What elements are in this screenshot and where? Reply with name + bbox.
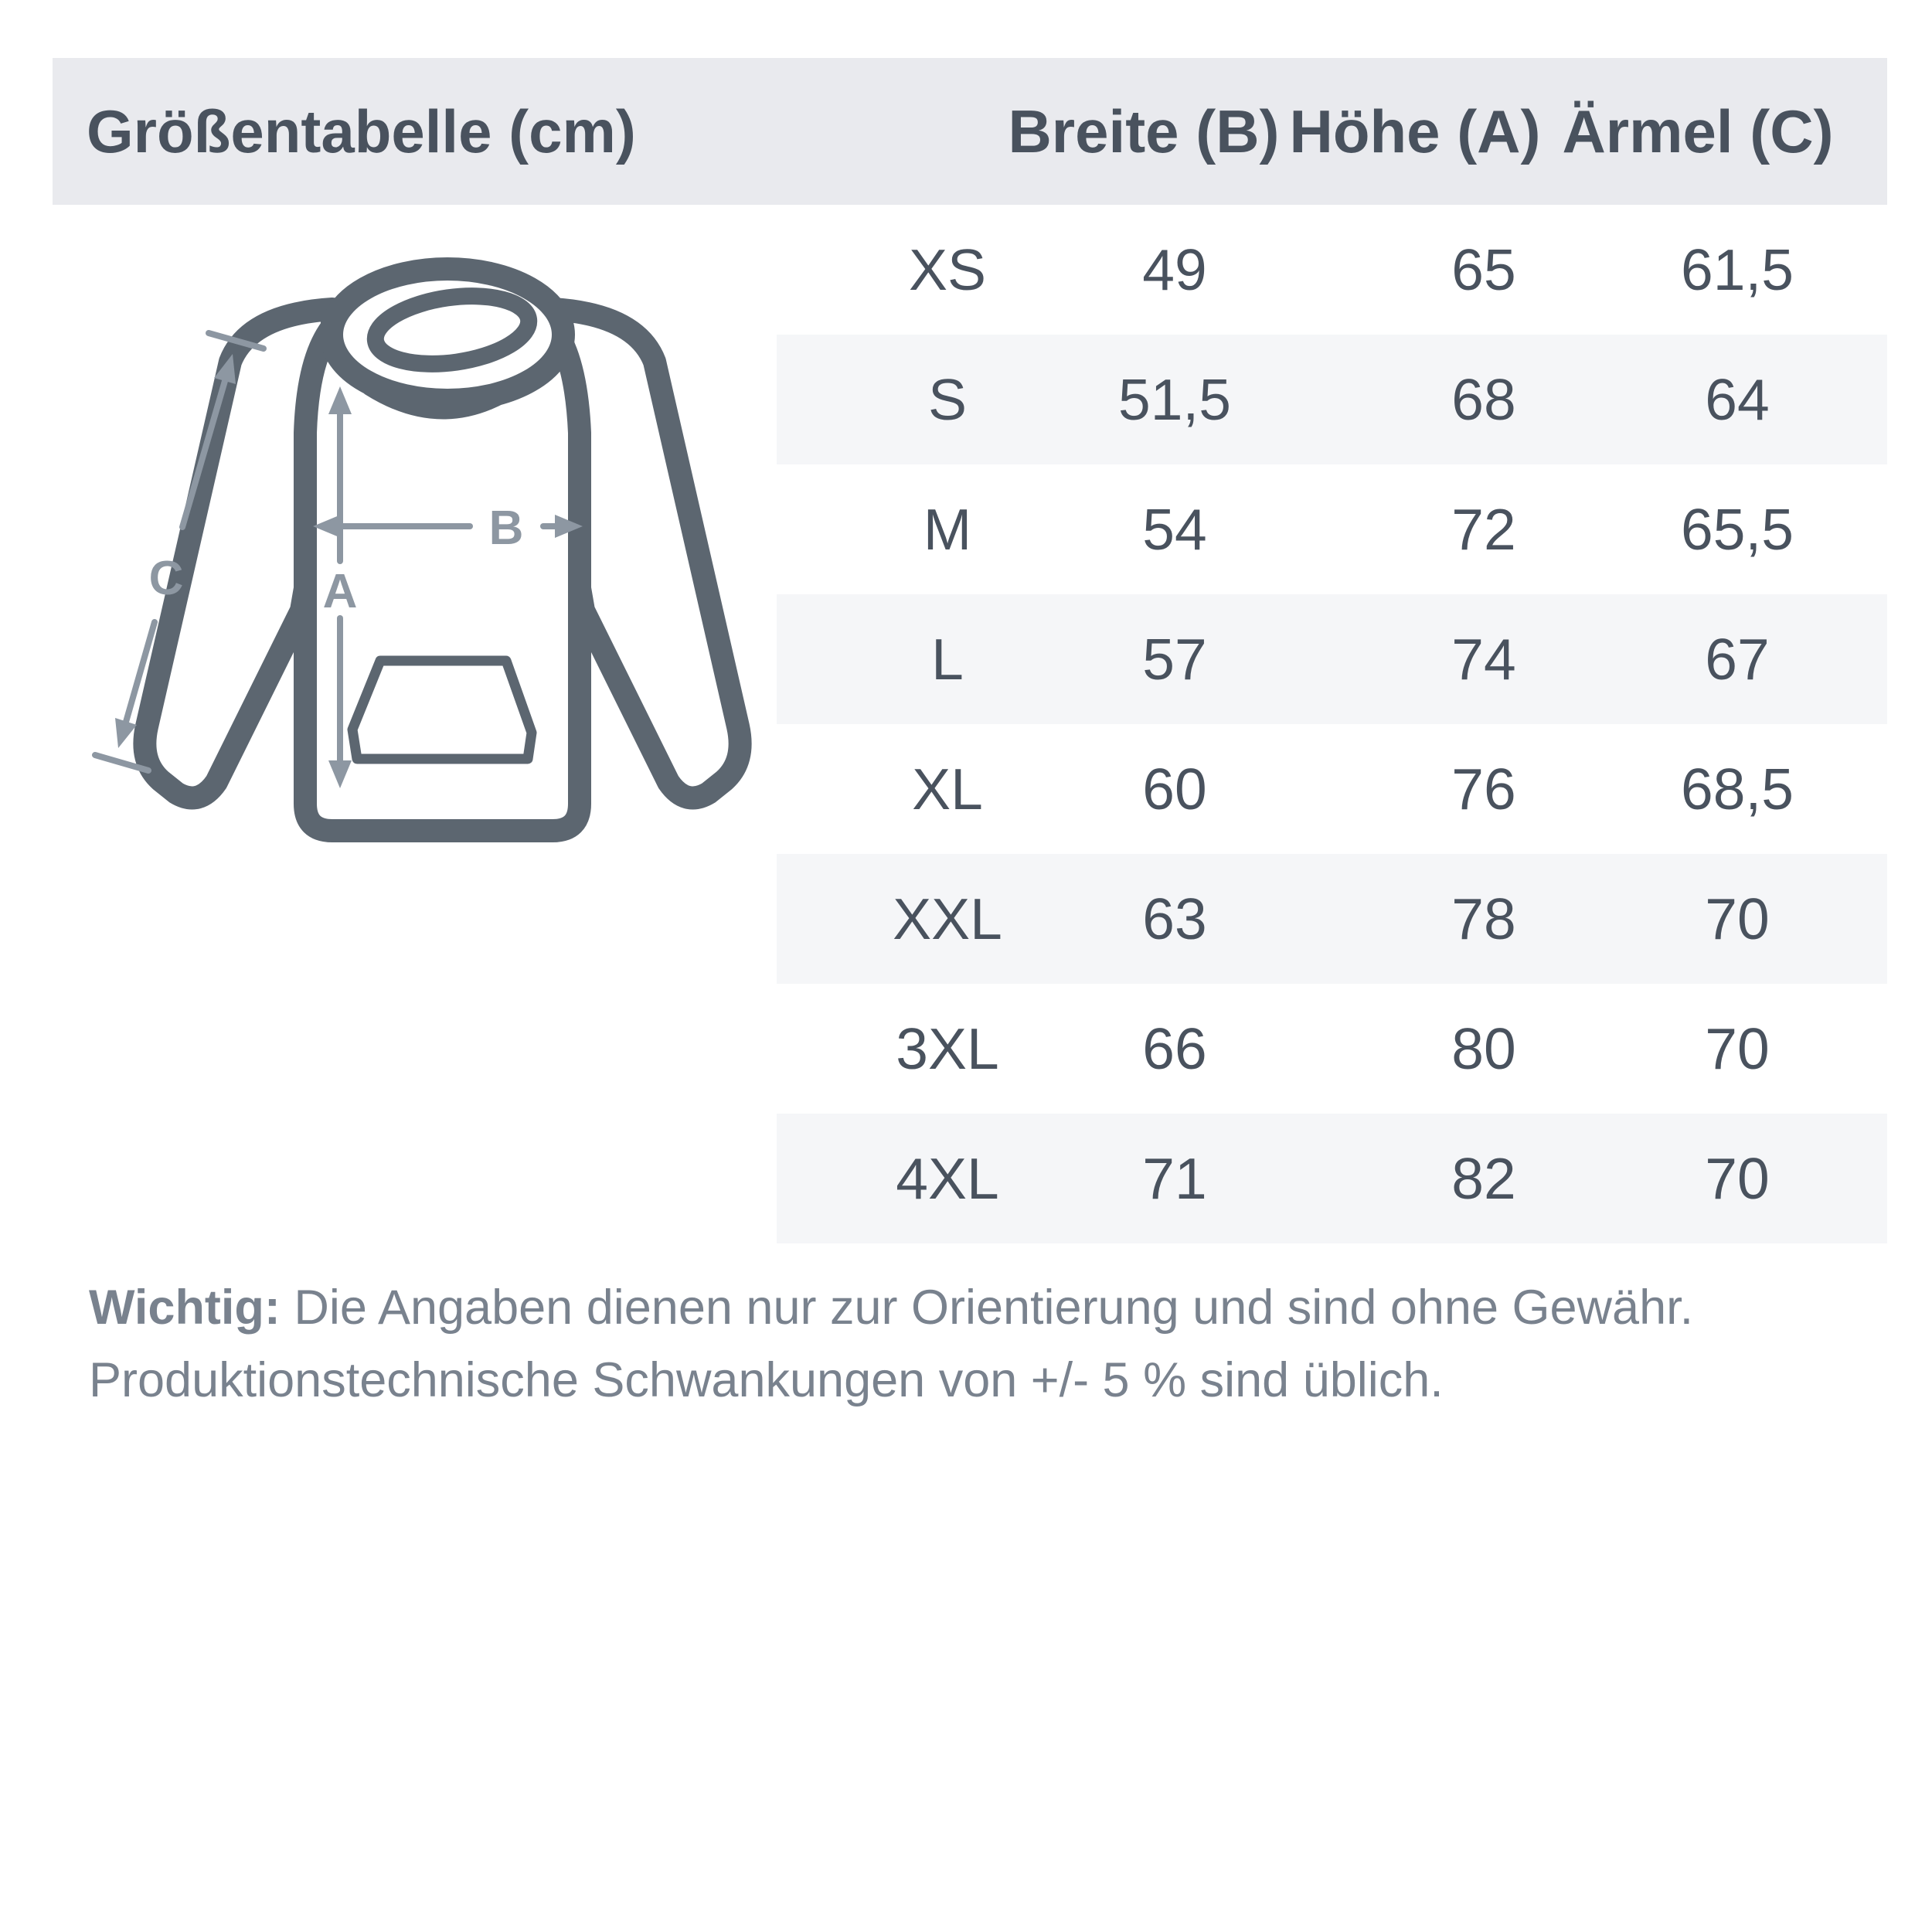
table-row [777, 205, 1887, 335]
hoehe-value: 78 [1451, 886, 1516, 951]
table-row [777, 335, 1887, 464]
label-b: B [488, 502, 524, 555]
hoehe-value: 76 [1451, 757, 1516, 821]
breite-value: 49 [1142, 237, 1207, 302]
aermel-value: 61,5 [1681, 237, 1794, 302]
aermel-value: 64 [1705, 367, 1770, 432]
breite-value: 71 [1142, 1146, 1207, 1211]
disclaimer-note [89, 1271, 1882, 1417]
table-row [777, 854, 1887, 984]
table-row [777, 594, 1887, 724]
size-label: L [931, 627, 964, 692]
column-header-breite: Breite (B) [1008, 97, 1280, 165]
table-row [777, 724, 1887, 854]
size-label: XS [908, 237, 987, 302]
hoodie-pocket [352, 661, 532, 759]
hoehe-value: 68 [1451, 367, 1516, 432]
disclaimer-label: Wichtig: [89, 1281, 281, 1335]
disclaimer-line1: Die Angaben dienen nur zur Orientierung und sind ohne Gewähr. [294, 1281, 1694, 1335]
breite-value: 57 [1142, 627, 1207, 692]
breite-value: 60 [1142, 757, 1207, 821]
aermel-value: 67 [1705, 627, 1770, 692]
column-header-aermel: Ärmel (C) [1562, 97, 1834, 165]
size-label: XXL [893, 886, 1002, 951]
hoehe-value: 82 [1451, 1146, 1516, 1211]
table-row [777, 984, 1887, 1114]
column-header-hoehe: Höhe (A) [1289, 97, 1541, 165]
size-table [777, 205, 1887, 1243]
breite-value: 51,5 [1118, 367, 1231, 432]
size-label: S [927, 367, 968, 432]
aermel-value: 70 [1705, 1146, 1770, 1211]
aermel-value: 70 [1705, 886, 1770, 951]
hoehe-value: 72 [1451, 497, 1516, 562]
breite-value: 54 [1142, 497, 1207, 562]
hoehe-value: 74 [1451, 627, 1516, 692]
size-label: 3XL [896, 1016, 999, 1081]
size-label: M [923, 497, 972, 562]
size-label: XL [912, 757, 983, 821]
label-a: A [322, 565, 358, 618]
label-c: C [148, 552, 184, 605]
disclaimer-line2: Produktionstechnische Schwankungen von +/- 5 % sind üblich. [89, 1353, 1444, 1407]
table-header-bar [53, 58, 1887, 205]
aermel-value: 70 [1705, 1016, 1770, 1081]
size-label: 4XL [896, 1146, 999, 1211]
hoehe-value: 65 [1451, 237, 1516, 302]
table-row [777, 1114, 1887, 1243]
page-title: Größentabelle (cm) [87, 97, 636, 165]
breite-value: 66 [1142, 1016, 1207, 1081]
hoehe-value: 80 [1451, 1016, 1516, 1081]
table-row [777, 464, 1887, 594]
aermel-value: 68,5 [1681, 757, 1794, 821]
aermel-value: 65,5 [1681, 497, 1794, 562]
breite-value: 63 [1142, 886, 1207, 951]
